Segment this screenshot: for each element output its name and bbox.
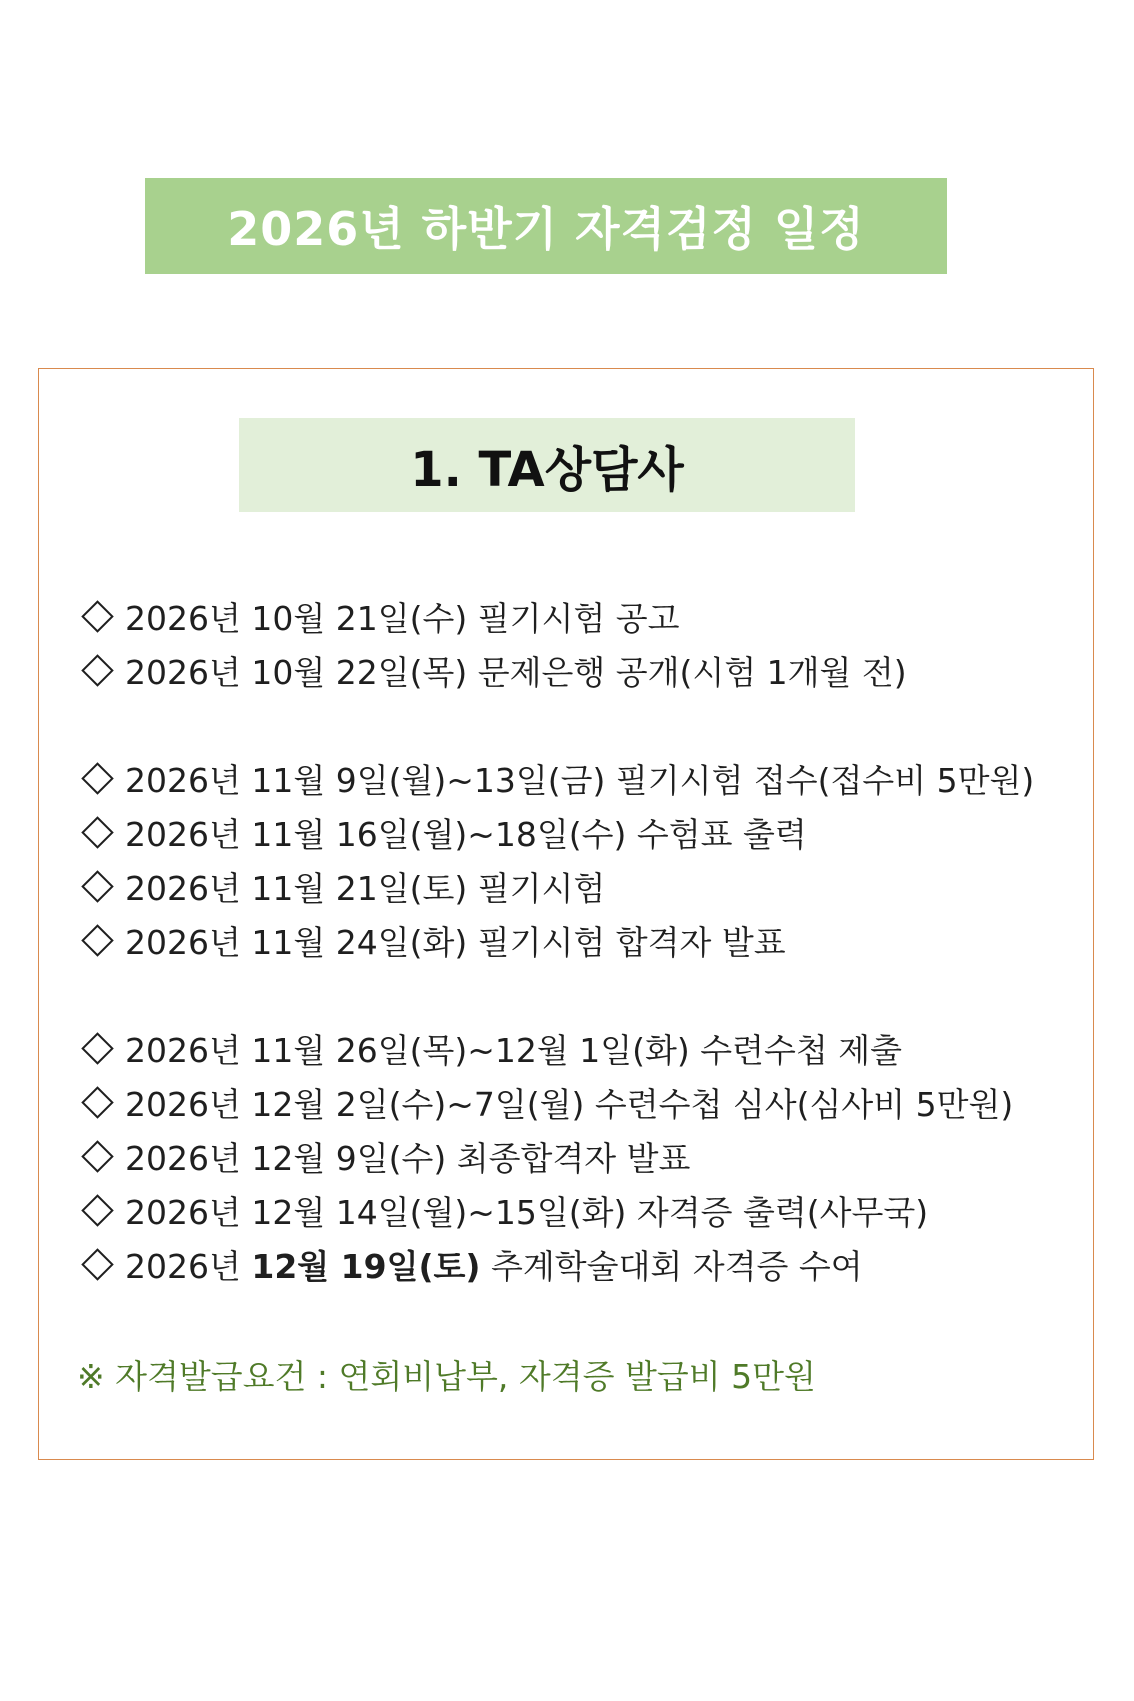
page-title: 2026년 하반기 자격검정 일정 — [227, 202, 865, 256]
diamond-bullet-icon — [77, 920, 115, 960]
schedule-item — [77, 1183, 1077, 1237]
schedule-item-text: 2026년 11월 9일(월)~13일(금) 필기시험 접수(접수비 5만원) — [125, 760, 1035, 800]
diamond-bullet-icon — [77, 650, 115, 690]
diamond-bullet-icon — [77, 1190, 115, 1230]
schedule-box — [38, 368, 1094, 1460]
section-header — [239, 418, 855, 512]
diamond-bullet-icon — [77, 812, 115, 852]
diamond-bullet-icon — [77, 1136, 115, 1176]
schedule-item-date-highlight: 12월 19일(토) — [251, 1246, 481, 1286]
diamond-bullet-icon — [77, 1082, 115, 1122]
schedule-item-text: 2026년 11월 24일(화) 필기시험 합격자 발표 — [125, 922, 786, 962]
schedule-item — [77, 805, 1077, 859]
schedule-item-text: 2026년 10월 21일(수) 필기시험 공고 — [125, 598, 680, 638]
schedule-item — [77, 589, 1077, 643]
diamond-bullet-icon — [77, 1244, 115, 1284]
schedule-item-text: 2026년 10월 22일(목) 문제은행 공개(시험 1개월 전) — [125, 652, 907, 692]
diamond-bullet-icon — [77, 866, 115, 906]
section-title: 1. TA상담사 — [410, 441, 684, 498]
schedule-item-text: 2026년 11월 26일(목)~12월 1일(화) 수련수첩 제출 — [125, 1030, 902, 1070]
schedule-item — [77, 643, 1077, 697]
schedule-item-year: 2026년 — [125, 1246, 252, 1286]
schedule-item-text: 2026년 12월 9일(수) 최종합격자 발표 — [125, 1138, 691, 1178]
title-banner — [145, 178, 947, 274]
schedule-item-event: 추계학술대회 자격증 수여 — [480, 1246, 863, 1286]
diamond-bullet-icon — [77, 596, 115, 636]
schedule-item-text: 2026년 12월 2일(수)~7일(월) 수련수첩 심사(심사비 5만원) — [125, 1084, 1014, 1124]
schedule-item-text: 2026년 12월 14일(월)~15일(화) 자격증 출력(사무국) — [125, 1192, 929, 1232]
issuance-requirements-note: ※ 자격발급요건 : 연회비납부, 자격증 발급비 5만원 — [77, 1357, 816, 1396]
schedule-item — [77, 1021, 1077, 1075]
diamond-bullet-icon — [77, 1028, 115, 1068]
schedule-item — [77, 1129, 1077, 1183]
schedule-item — [77, 751, 1077, 805]
schedule-list — [77, 589, 1077, 1291]
schedule-item — [77, 913, 1077, 967]
schedule-item — [77, 1075, 1077, 1129]
schedule-item-text: 2026년 11월 16일(월)~18일(수) 수험표 출력 — [125, 814, 807, 854]
diamond-bullet-icon — [77, 758, 115, 798]
schedule-item-text: 2026년 11월 21일(토) 필기시험 — [125, 868, 606, 908]
schedule-item — [77, 859, 1077, 913]
schedule-item-ceremony — [77, 1237, 1077, 1291]
